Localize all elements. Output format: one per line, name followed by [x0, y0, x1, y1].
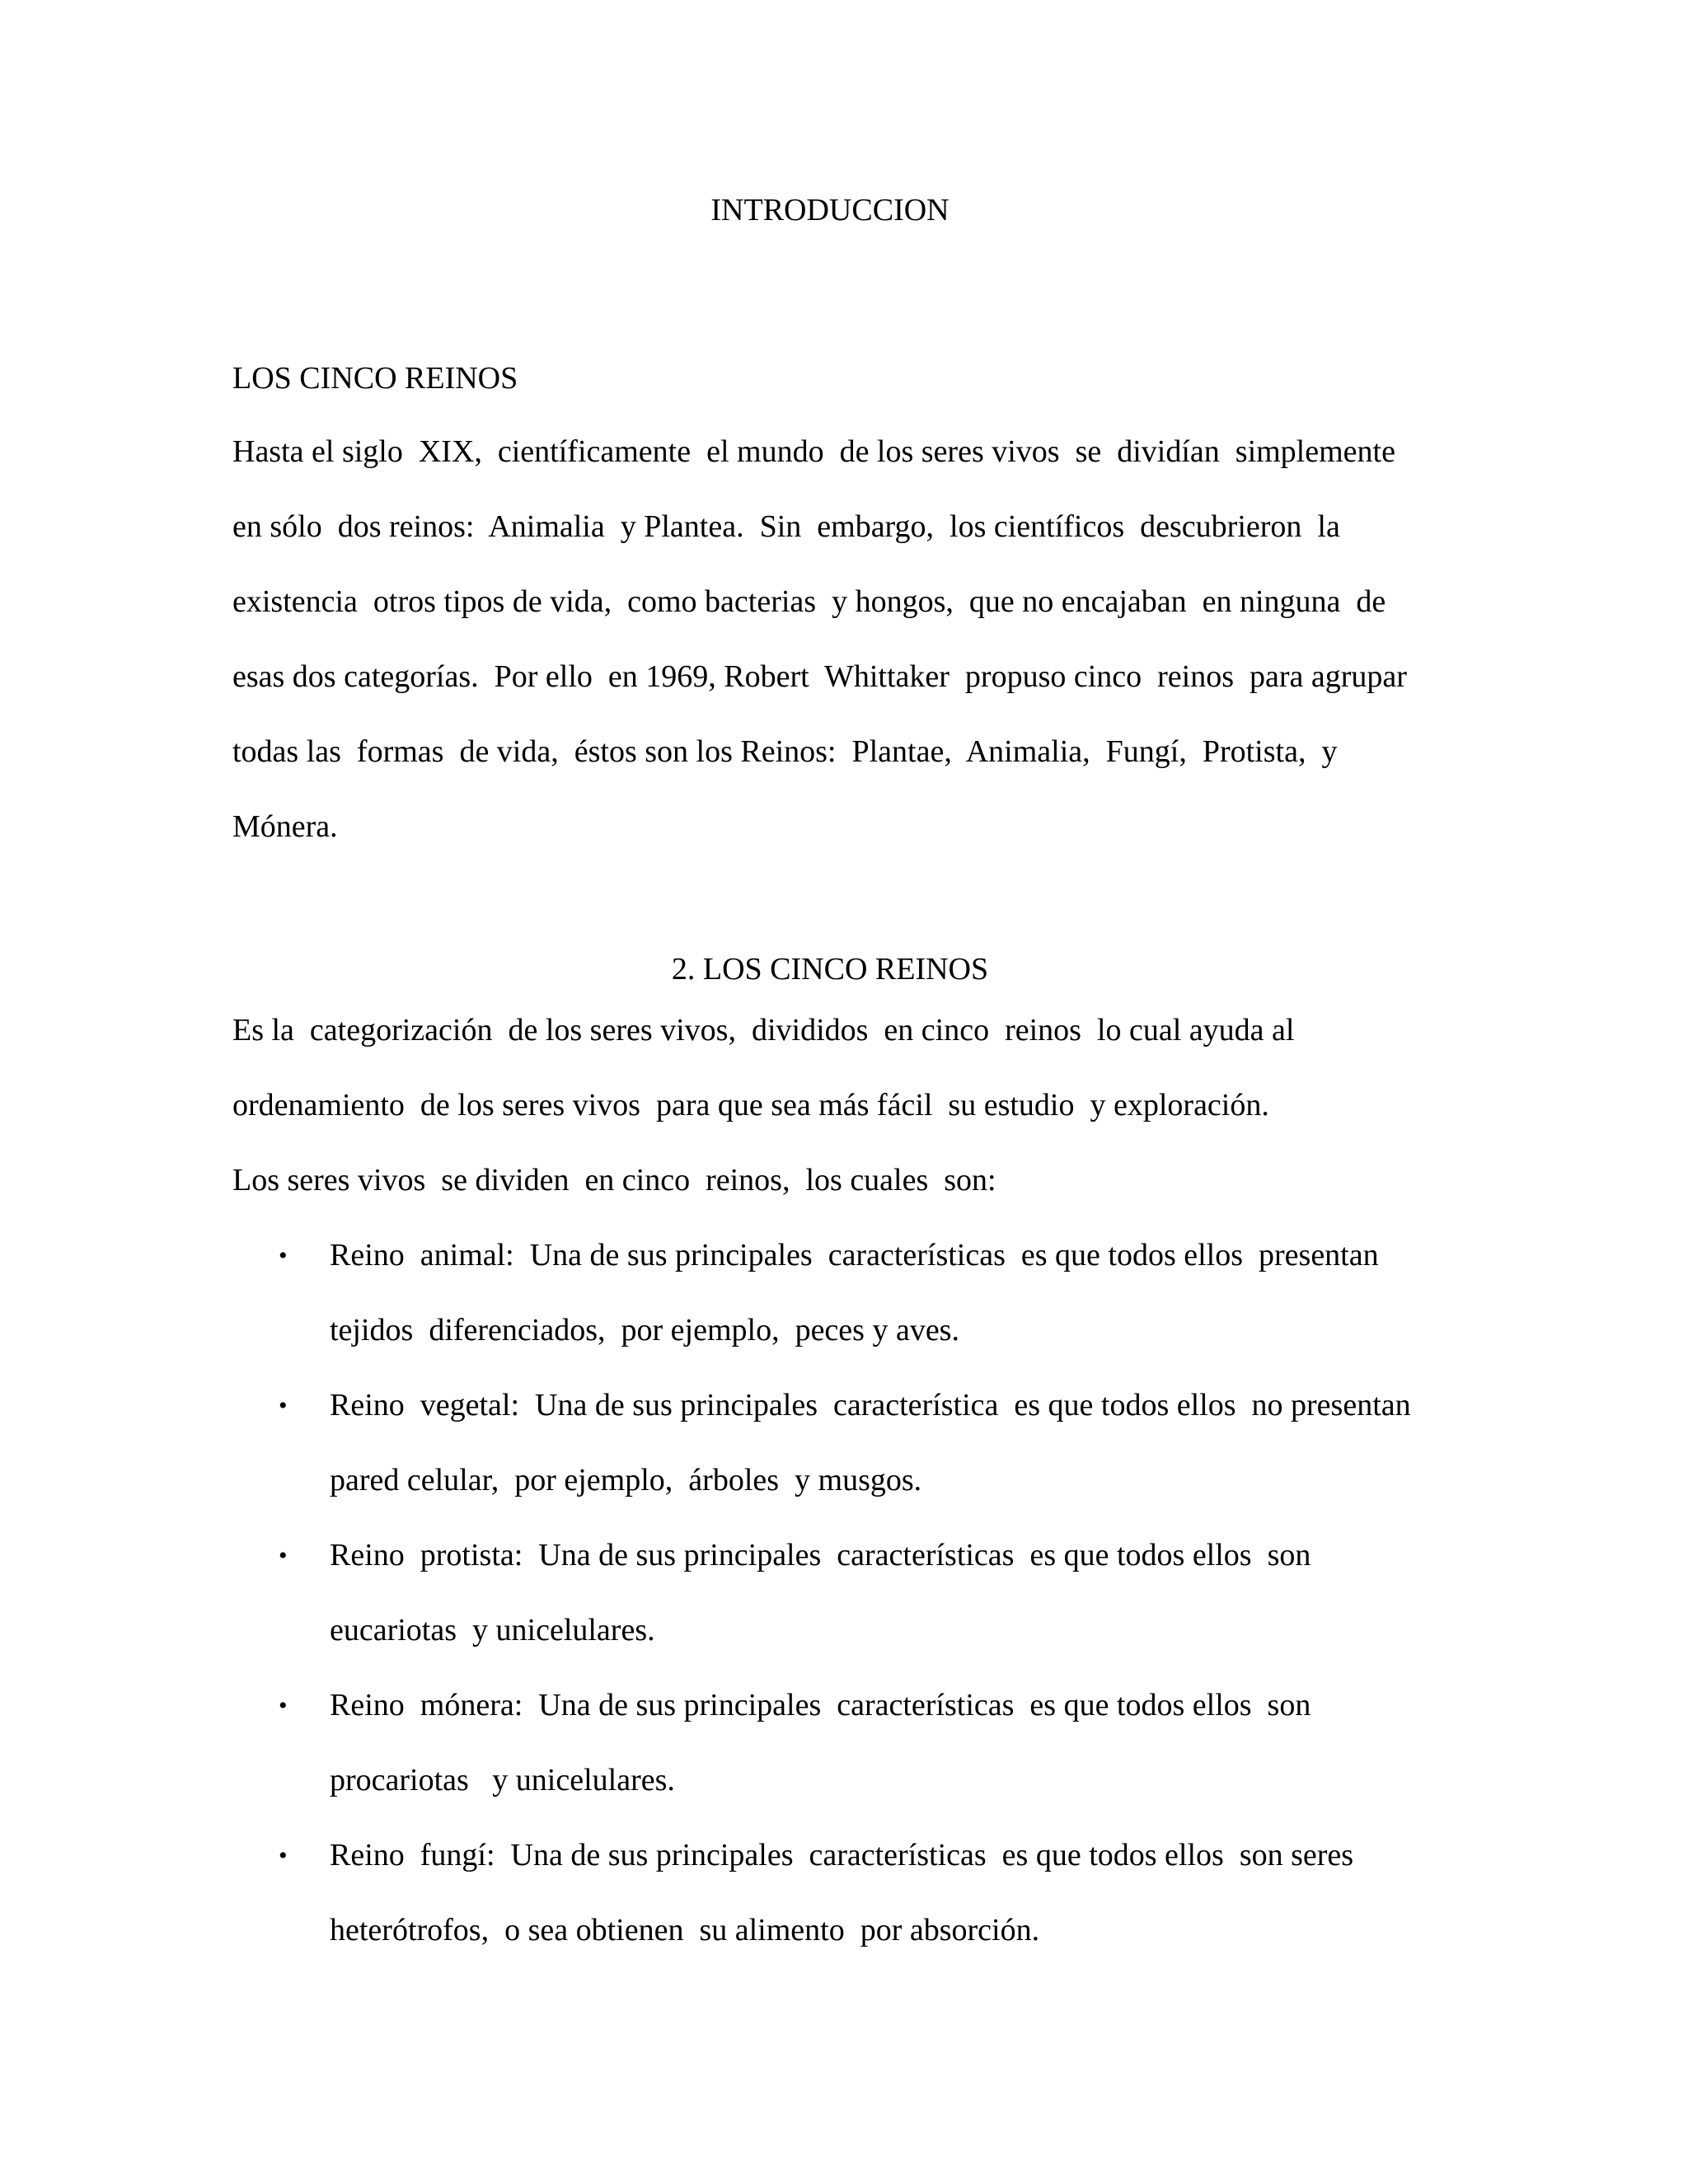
paragraph-line: esas dos categorías. Por ello en 1969, Robert Whittaker propuso cinco reinos para agrupar [232, 659, 1407, 694]
list-item-line: Reino animal: Una de sus principales características es que todos ellos presentan [330, 1238, 1379, 1272]
paragraph-line: Mónera. [232, 809, 338, 844]
list-item-line: tejidos diferenciados, por ejemplo, peces y aves. [330, 1313, 959, 1347]
kingdoms-list [232, 1218, 1428, 1968]
list-item-line: Reino fungí: Una de sus principales características es que todos ellos son seres [330, 1838, 1354, 1872]
list-item-line: Reino protista: Una de sus principales características es que todos ellos son [330, 1538, 1311, 1572]
list-item-line: Reino vegetal: Una de sus principales característica es que todos ellos no presentan [330, 1388, 1411, 1422]
document-body [232, 190, 1428, 1968]
paragraph-line: todas las formas de vida, éstos son los Reinos: Plantae, Animalia, Fungí, Protista, y [232, 734, 1338, 769]
document-title: INTRODUCCION [710, 193, 950, 227]
paragraph-line: Hasta el siglo XIX, científicamente el mundo de los seres vivos se dividían simplemente [232, 434, 1395, 469]
list-item-line: pared celular, por ejemplo, árboles y musgos. [330, 1463, 922, 1497]
bullet-icon: • [279, 1392, 288, 1419]
list-item-line: eucariotas y unicelulares. [330, 1613, 655, 1647]
list-item-line: procariotas y unicelulares. [330, 1763, 675, 1797]
section-heading: 2. LOS CINCO REINOS [671, 952, 989, 987]
paragraph-line: ordenamiento de los seres vivos para que sea más fácil su estudio y exploración. [232, 1088, 1269, 1122]
list-item [232, 1818, 1428, 1968]
intro-paragraph [232, 415, 1428, 865]
bullet-icon: • [279, 1242, 288, 1269]
bullet-icon: • [279, 1542, 288, 1569]
paragraph-line: existencia otros tipos de vida, como bacterias y hongos, que no encajaban en ninguna de [232, 584, 1386, 619]
list-item [232, 1668, 1428, 1818]
paragraph-line: en sólo dos reinos: Animalia y Plantea. Sin embargo, los científicos descubrieron la [232, 509, 1340, 544]
section-label: LOS CINCO REINOS [232, 361, 518, 396]
list-item-line: heterótrofos, o sea obtienen su alimento por absorción. [330, 1913, 1040, 1947]
bullet-icon: • [279, 1692, 288, 1719]
list-item-line: Reino mónera: Una de sus principales características es que todos ellos son [330, 1688, 1311, 1722]
list-item [232, 1518, 1428, 1668]
list-item [232, 1368, 1428, 1518]
bullet-icon: • [279, 1842, 288, 1869]
paragraph-line: Es la categorización de los seres vivos, divididos en cinco reinos lo cual ayuda al [232, 1013, 1295, 1047]
paragraph-line: Los seres vivos se dividen en cinco reinos, los cuales son: [232, 1163, 996, 1197]
section-paragraph [232, 993, 1428, 1218]
list-item [232, 1218, 1428, 1368]
